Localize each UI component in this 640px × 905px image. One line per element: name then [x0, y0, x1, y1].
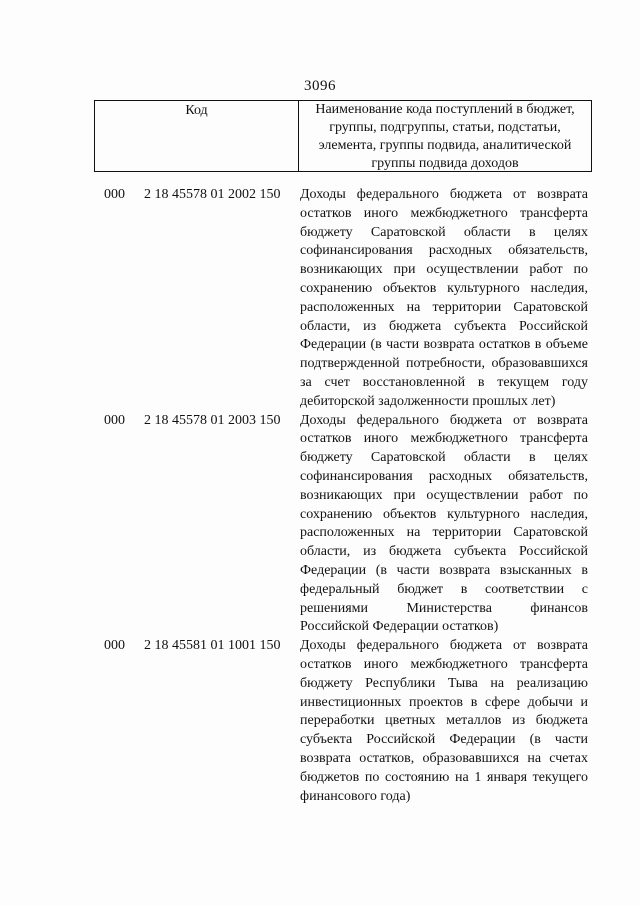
income-description: Доходы федерального бюджета от возврата остатков иного межбюджетного трансферта бюджету Саратовской области в целях софинансирования расходных обязательств, возникающих при осуществлении работ по сохранению объектов культурного наследия, расположенных на территории Саратовской области, из бюджета субъекта Российской Федерации (в части возврата взысканных в федеральный бюджет в соответствии с решениями Министерства финансов Российской Федерации остатков) [300, 412, 588, 635]
income-code: 2 18 45578 01 2003 150 [144, 412, 281, 428]
header-name-cell: Наименование кода поступлений в бюджет, группы, подгруппы, статьи, подстатьи, элемента, группы подвида, аналитической группы подвида доходов [315, 102, 575, 171]
income-code: 2 18 45581 01 1001 150 [144, 638, 281, 654]
list-item [0, 637, 640, 806]
admin-code: 000 [104, 638, 125, 654]
income-codes-list [0, 186, 640, 806]
list-item [0, 412, 640, 638]
header-table [94, 100, 592, 172]
income-code: 2 18 45578 01 2002 150 [144, 187, 281, 202]
admin-code: 000 [104, 187, 125, 202]
list-item [0, 186, 640, 412]
income-description: Доходы федерального бюджета от возврата остатков иного межбюджетного трансферта бюджету Республики Тыва на реализацию инвестиционных проектов в сфере добычи и переработки цветных металлов из бюджета субъекта Российской Федерации (в части возврата остатков, образовавшихся на счетах бюджетов по состоянию на 1 января текущего финансового года) [300, 638, 588, 804]
income-description: Доходы федерального бюджета от возврата остатков иного межбюджетного трансферта бюджету Саратовской области в целях софинансирования расходных обязательств, возникающих при осуществлении работ по сохранению объектов культурного наследия, расположенных на территории Саратовской области, из бюджета субъекта Российской Федерации (в части возврата остатков в объеме подтвержденной потребности, образовавшихся за счет восстановленной в текущем году дебиторской задолженности прошлых лет) [300, 187, 588, 409]
header-code-cell: Код [95, 101, 299, 171]
admin-code: 000 [104, 412, 125, 428]
page-number: 3096 [304, 78, 336, 94]
